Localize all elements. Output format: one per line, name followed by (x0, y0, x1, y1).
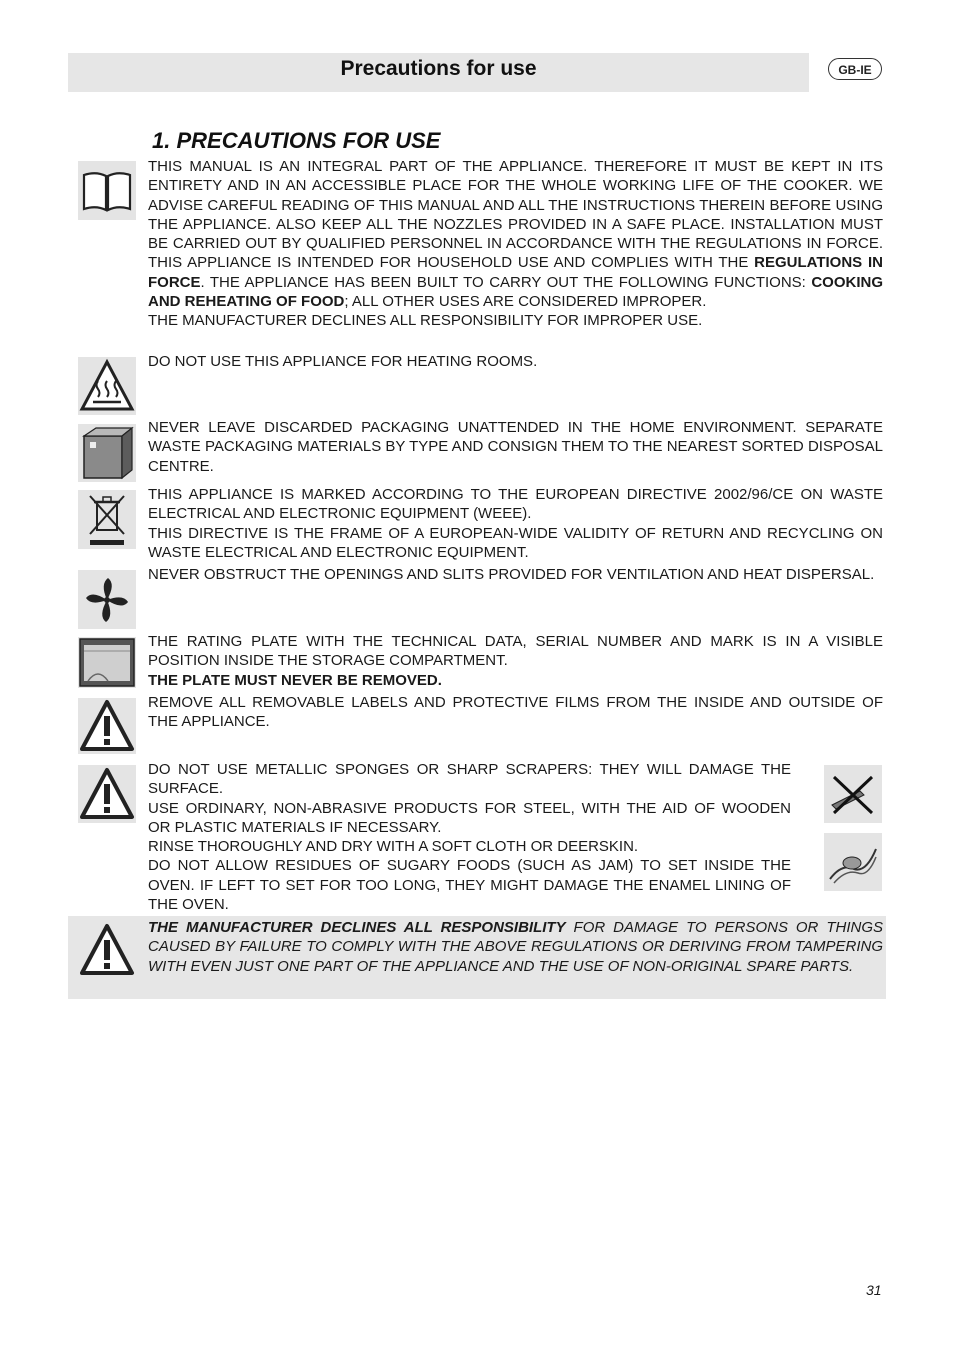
weee-bin-icon (78, 490, 136, 549)
manual-book-icon (78, 161, 136, 220)
labels-paragraph: REMOVE ALL REMOVABLE LABELS AND PROTECTIVE FILMS FROM THE INSIDE AND OUTSIDE OF THE APPLIANCE. (148, 694, 883, 731)
heating-paragraph: DO NOT USE THIS APPLIANCE FOR HEATING ROOMS. (148, 353, 538, 370)
weee-text: THIS APPLIANCE IS MARKED ACCORDING TO THE EUROPEAN DIRECTIVE 2002/96/CE ON WASTE ELECTRICAL AND ELECTRONIC EQUIPMENT (WEEE). (148, 486, 883, 523)
manual-paragraph (148, 157, 883, 331)
disclaimer-text: FOR DAMAGE TO PERSONS OR THINGS CAUSED BY FAILURE TO COMPLY WITH THE ABOVE REGULATIONS OR DERIVING FROM TAMPERING WITH EVEN JUST ONE PART OF THE APPLIANCE AND THE USE OF NON-ORIGINAL SPARE PARTS. (148, 919, 883, 975)
page-number: 31 (866, 1282, 882, 1298)
responsibility-line: THE MANUFACTURER DECLINES ALL RESPONSIBILITY FOR IMPROPER USE. (148, 312, 703, 330)
cleaning-sugary-text: DO NOT ALLOW RESIDUES OF SUGARY FOODS (SUCH AS JAM) TO SET INSIDE THE OVEN. IF LEFT TO SET FOR TOO LONG, THEY MIGHT DAMAGE THE ENAMEL LINING OF THE OVEN. (148, 857, 791, 914)
manual-text: THIS MANUAL IS AN INTEGRAL PART OF THE APPLIANCE. THEREFORE IT MUST BE KEPT IN ITS ENTIRETY AND IN AN ACCESSIBLE PLACE FOR THE WHOLE WORKING LIFE OF THE COOKER. WE ADVISE CAREFUL READING OF THIS MANUAL AND ALL THE INSTRUCTIONS THEREIN BEFORE USING THE APPLIANCE. ALSO KEEP ALL THE NOZZLES PROVIDED IN A SAFE PLACE. INSTALLATION MUST BE CARRIED OUT BY QUALIFIED PERSONNEL IN ACCORDANCE WITH THE REGULATIONS IN FORCE. THIS APPLIANCE IS INTENDED FOR HOUSEHOLD USE AND COMPLIES WITH THE (148, 158, 883, 272)
packaging-paragraph: NEVER LEAVE DISCARDED PACKAGING UNATTENDED IN THE HOME ENVIRONMENT. SEPARATE WASTE PACKAGING MATERIALS BY TYPE AND CONSIGN THEM TO THE NEAREST SORTED DISPOSAL CENTRE. (148, 419, 883, 475)
cleaning-sponges-text: DO NOT USE METALLIC SPONGES OR SHARP SCRAPERS: THEY WILL DAMAGE THE SURFACE. (148, 761, 791, 798)
page-title: Precautions for use (340, 57, 537, 80)
language-badge: GB-IE (828, 58, 882, 80)
manual-text-functions: . THE APPLIANCE HAS BEEN BUILT TO CARRY OUT THE FOLLOWING FUNCTIONS: (200, 273, 812, 291)
manual-text-improper: ; ALL OTHER USES ARE CONSIDERED IMPROPER. (344, 293, 707, 311)
cleaning-products-text: USE ORDINARY, NON-ABRASIVE PRODUCTS FOR STEEL, WITH THE AID OF WOODEN OR PLASTIC MATERIALS IF NECESSARY. (148, 799, 791, 836)
cleaning-rinse-text: RINSE THOROUGHLY AND DRY WITH A SOFT CLOTH OR DEERSKIN. (148, 838, 639, 856)
warning-triangle-icon (78, 921, 136, 979)
disclaimer-paragraph (148, 918, 883, 976)
cleaning-paragraph (148, 760, 791, 914)
rating-paragraph (148, 632, 883, 690)
weee-paragraph (148, 485, 883, 562)
disclaimer-bold: THE MANUFACTURER DECLINES ALL RESPONSIBILITY (148, 919, 566, 936)
weee-directive-text: THIS DIRECTIVE IS THE FRAME OF A EUROPEAN-WIDE VALIDITY OF RETURN AND RECYCLING ON WASTE ELECTRICAL AND ELECTRONIC EQUIPMENT. (148, 524, 883, 561)
rating-warning: THE PLATE MUST NEVER BE REMOVED. (148, 671, 442, 689)
rating-plate-icon (78, 637, 136, 688)
rating-text: THE RATING PLATE WITH THE TECHNICAL DATA, SERIAL NUMBER AND MARK IS IN A VISIBLE POSITION INSIDE THE STORAGE COMPARTMENT. (148, 633, 883, 670)
functions-bold: COOKING AND REHEATING OF FOOD (148, 273, 883, 311)
ventilation-fan-icon (78, 570, 136, 629)
warning-triangle-icon (78, 698, 136, 754)
no-scraper-icon (824, 765, 882, 823)
ventilation-paragraph: NEVER OBSTRUCT THE OPENINGS AND SLITS PROVIDED FOR VENTILATION AND HEAT DISPERSAL. (148, 566, 875, 583)
packaging-box-icon (78, 424, 136, 482)
regulations-bold: REGULATIONS IN FORCE (148, 254, 883, 291)
header-bar (68, 53, 809, 92)
cloth-icon (824, 833, 882, 891)
section-title: 1. PRECAUTIONS FOR USE (152, 128, 441, 153)
warning-triangle-icon (78, 765, 136, 823)
hot-surface-icon (78, 357, 136, 415)
